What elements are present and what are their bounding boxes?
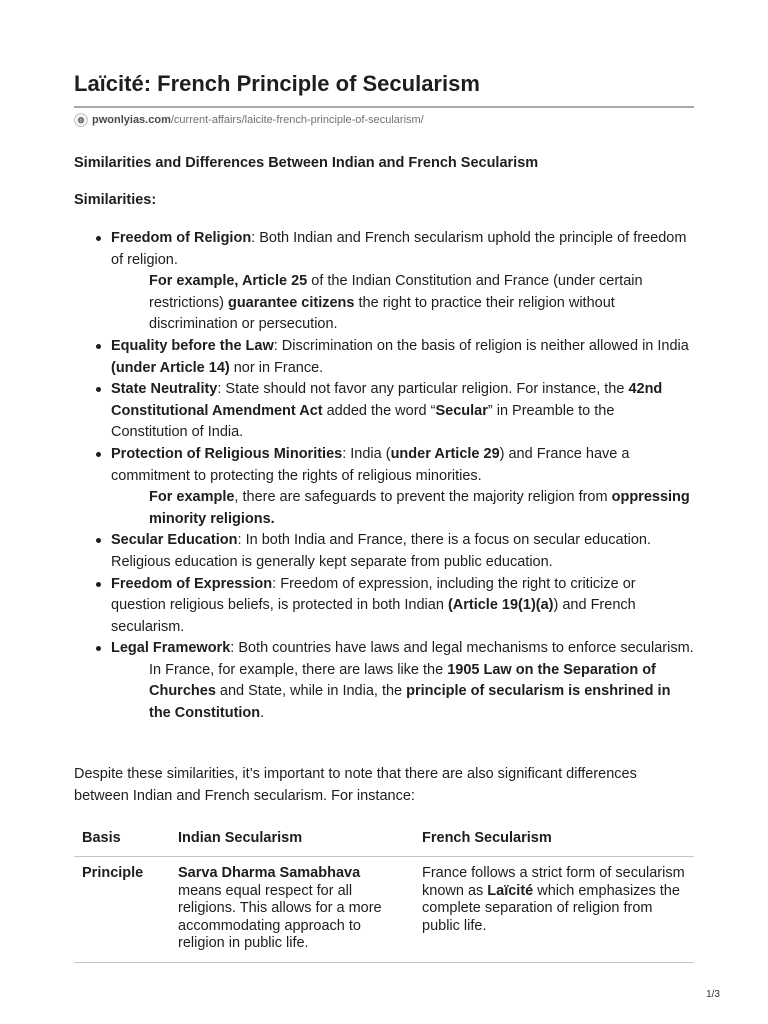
item-text: : State should not favor any particular religion. For instance, the	[217, 381, 629, 398]
item-text: : Both countries have laws and legal mechanisms to enforce secularism.	[230, 640, 694, 657]
item-term: Legal Framework	[111, 640, 231, 657]
cell-french: France follows a strict form of secularism known as Laïcité which emphasizes the complete separation of religion from public life.	[414, 857, 694, 963]
cell-indian: Sarva Dharma Samabhava means equal respect for all religions. This allows for a more accommodating approach to religion in public life.	[170, 857, 414, 963]
page-title: Laïcité: French Principle of Secularism	[74, 71, 480, 96]
list-item	[111, 638, 694, 724]
source-url[interactable]	[74, 113, 424, 127]
column-header-basis: Basis	[74, 826, 170, 857]
list-item	[111, 228, 694, 336]
item-example: For example, Article 25 of the Indian Constitution and France (under certain restrictions) guarantee citizens the right to practice their religion without discrimination or persecution.	[149, 273, 643, 333]
title-divider	[74, 106, 694, 108]
source-path: /current-affairs/laicite-french-principle-of-secularism/	[170, 114, 424, 126]
source-domain: pwonlyias.com	[92, 114, 171, 126]
item-term: Protection of Religious Minorities	[111, 445, 343, 462]
section-heading: Similarities and Differences Between Indian and French Secularism	[74, 155, 539, 171]
item-term: Secular Education	[111, 532, 238, 549]
similarities-list	[74, 228, 694, 725]
item-term: Freedom of Religion	[111, 230, 252, 246]
list-item: Freedom of Expression: Freedom of expression, including the right to criticize or question religious beliefs, is protected in both Indian (Article 19(1)(a)) and French secularism.	[111, 574, 694, 639]
list-item: Equality before the Law: Discrimination on the basis of religion is neither allowed in India (under Article 14) nor in France.	[111, 336, 694, 379]
comparison-table	[74, 826, 694, 963]
similarities-heading: Similarities:	[74, 192, 157, 208]
table-row	[74, 857, 694, 963]
list-item: State Neutrality: State should not favor any particular religion. For instance, the 42nd Constitutional Amendment Act added the word “Secular” in Preamble to the Constitution of India.	[111, 379, 694, 444]
item-term: Equality before the Law	[111, 337, 274, 354]
item-example: In France, for example, there are laws like the 1905 Law on the Separation of Churches and State, while in India, the principle of secularism is enshrined in the Constitution.	[149, 661, 671, 722]
item-term: Freedom of Expression	[111, 575, 273, 592]
item-text: : India (	[342, 445, 391, 462]
column-header-french: French Secularism	[414, 826, 694, 857]
cell-basis: Principle	[74, 857, 170, 963]
item-text: : Discrimination on the basis of religion is neither allowed in India	[273, 337, 689, 354]
differences-intro: Despite these similarities, it’s important to note that there are also significant differences between Indian and French secularism. For instance:	[74, 766, 637, 804]
item-text: : In both India and France, there is a focus on secular education. Religious education is generally kept separate from public education.	[111, 532, 652, 570]
table-header-row	[74, 826, 694, 857]
list-item	[111, 530, 694, 573]
site-favicon-icon: ⚙	[74, 113, 88, 127]
list-item: Protection of Religious Minorities: India (under Article 29) and France have a commitment to protecting the rights of religious minorities. For example, there are safeguards to prevent the majority religion from oppressing minority religions.	[111, 444, 694, 530]
item-example: For example, there are safeguards to prevent the majority religion from oppressing minority religions.	[149, 489, 690, 527]
item-text: : Both Indian and French secularism uphold the principle of freedom of religion.	[111, 230, 687, 268]
item-term: State Neutrality	[111, 381, 218, 398]
page-number: 1/3	[706, 989, 720, 1000]
item-text: : Freedom of expression, including the right to criticize or question religious beliefs, is protected in both Indian	[111, 575, 636, 614]
column-header-indian: Indian Secularism	[170, 826, 414, 857]
similarities-list-container	[74, 228, 694, 725]
